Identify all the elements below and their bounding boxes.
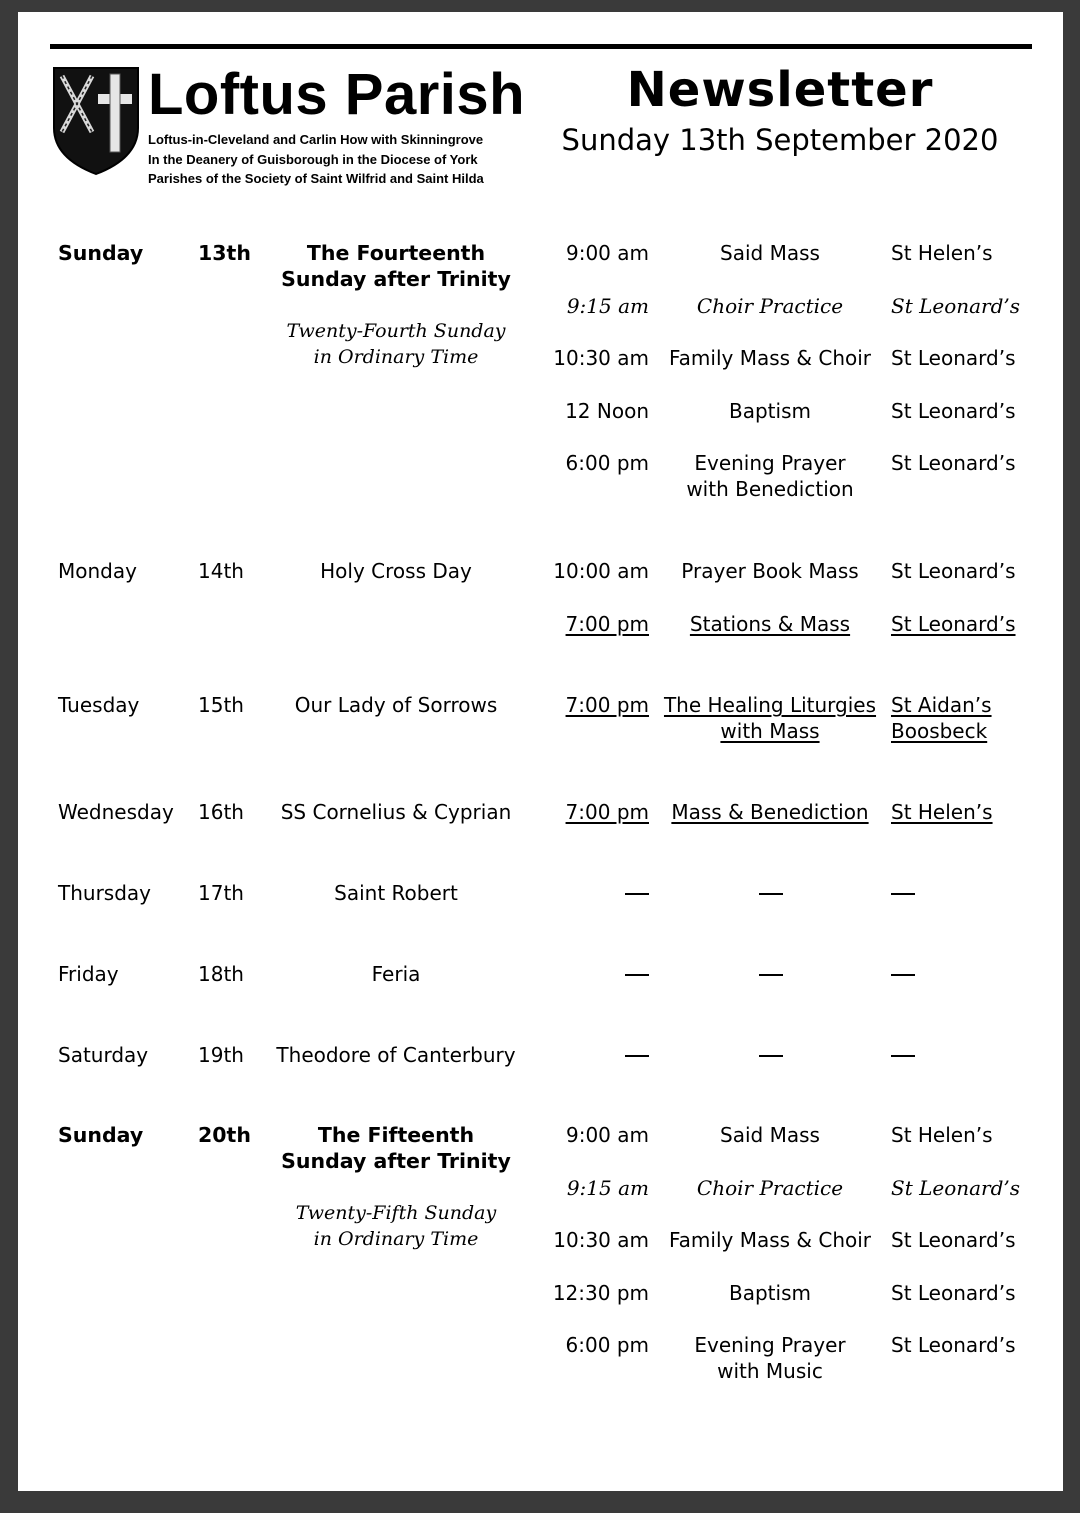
text-line: The Fourteenth — [306, 241, 486, 265]
service-location — [891, 799, 1031, 825]
service-event-line — [663, 611, 877, 637]
empty-dash — [625, 974, 649, 976]
day-date: 19th — [198, 1043, 244, 1067]
service-entry — [18, 799, 1063, 853]
service-entry — [18, 692, 1063, 746]
service-location — [891, 240, 1031, 266]
service-event-text: Baptism — [729, 1280, 811, 1305]
text-line: The Fifteenth — [317, 1123, 475, 1147]
service-event-line — [663, 799, 877, 825]
newsletter-page — [18, 12, 1063, 1491]
service-entry — [18, 558, 1063, 612]
service-location-line — [891, 611, 1031, 637]
service-time — [529, 692, 649, 718]
service-event-text: Choir Practice — [696, 1175, 844, 1200]
service-location-line — [891, 718, 1031, 744]
empty-dash — [625, 893, 649, 895]
parish-brand — [148, 64, 525, 189]
service-time-text: 6:00 pm — [565, 1333, 649, 1358]
service-event-text: The Healing Liturgies — [663, 693, 877, 717]
parish-title: Loftus Parish — [148, 62, 526, 127]
service-event-line — [663, 398, 877, 424]
service-location — [891, 345, 1031, 371]
empty-dash — [625, 1055, 649, 1057]
newsletter-date: Sunday 13th September 2020 — [561, 123, 999, 157]
day-name: Monday — [58, 559, 137, 583]
empty-dash — [759, 1055, 783, 1057]
service-location-line — [891, 1175, 1031, 1201]
service-location-text: St Leonard’s — [891, 293, 1021, 318]
service-location-line — [891, 1122, 1031, 1148]
service-event-text: Baptism — [729, 398, 811, 423]
service-location — [891, 611, 1031, 637]
service-location-text: St Leonard’s — [891, 1228, 1016, 1253]
service-event-line — [663, 1175, 877, 1201]
subtitle-line: In the Deanery of Guisborough in the Diocese of York — [148, 151, 478, 167]
service-location-text: St Helen’s — [891, 1123, 993, 1147]
text-line: Twenty-Fourth Sunday — [286, 320, 506, 342]
service-event-line — [663, 1358, 877, 1384]
text-line: Feria — [371, 962, 421, 986]
service-time-text: 7:00 pm — [565, 800, 649, 824]
service-time-text: 10:30 am — [553, 346, 649, 371]
text-line: Holy Cross Day — [320, 559, 472, 583]
service-event-line — [663, 1122, 877, 1148]
service-location-line — [891, 450, 1031, 476]
feast-name — [261, 1042, 531, 1068]
service-time-text: 12:30 pm — [552, 1280, 649, 1305]
feast-name — [261, 880, 531, 906]
empty-dash — [759, 893, 783, 895]
feast-name — [261, 961, 531, 987]
day-date: 14th — [198, 559, 244, 583]
empty-dash — [891, 893, 915, 895]
service-location-text: Boosbeck — [891, 719, 988, 743]
service-location-text: St Leonard’s — [891, 559, 1016, 583]
service-time — [529, 398, 649, 424]
feast-title — [261, 961, 531, 987]
day-name: Sunday — [58, 241, 144, 265]
service-time-text: 9:15 am — [566, 293, 649, 318]
service-event-text: with Music — [717, 1359, 823, 1384]
service-event-text: with Mass — [720, 719, 820, 743]
service-event-text: Family Mass & Choir — [668, 1228, 872, 1253]
service-event — [663, 450, 877, 502]
text-line: SS Cornelius & Cyprian — [280, 800, 512, 824]
service-location-text: St Helen’s — [891, 241, 993, 265]
service-time — [529, 1280, 649, 1306]
service-event — [663, 1332, 877, 1384]
service-time-text: 6:00 pm — [565, 451, 649, 476]
service-event-text: with Benediction — [686, 477, 854, 502]
day-date: 13th — [198, 241, 251, 265]
service-event-line — [663, 1227, 877, 1253]
service-time-text: 9:00 am — [565, 1123, 649, 1147]
service-event-line — [663, 1280, 877, 1306]
service-entry — [18, 1280, 1063, 1334]
service-event-text: Family Mass & Choir — [668, 346, 872, 371]
service-location-line — [891, 345, 1031, 371]
service-location-line — [891, 240, 1031, 266]
subtitle-line: Loftus-in-Cleveland and Carlin How with Skinningrove — [148, 132, 484, 147]
service-event-text: Prayer Book Mass — [681, 559, 859, 583]
subtitle-line: Parishes of the Society of Saint Wilfrid and Saint Hilda — [148, 171, 484, 186]
service-event — [663, 1122, 877, 1148]
service-event — [663, 1280, 877, 1306]
service-event — [663, 240, 877, 266]
day-date: 17th — [198, 881, 244, 905]
empty-dash — [759, 974, 783, 976]
service-time — [529, 1175, 649, 1201]
service-event-line — [663, 293, 877, 319]
service-event — [663, 1227, 877, 1253]
day-date: 15th — [198, 693, 244, 717]
service-location-text: St Leonard’s — [891, 398, 1016, 423]
newsletter-title: Newsletter — [626, 62, 934, 118]
service-entry — [18, 1175, 1063, 1229]
day-date: 18th — [198, 962, 244, 986]
service-location-text: St Leonard’s — [891, 1175, 1021, 1200]
service-time — [529, 799, 649, 825]
text-line: Our Lady of Sorrows — [294, 693, 498, 717]
text-line: Saint Robert — [334, 881, 458, 905]
service-entry — [18, 240, 1063, 294]
service-event — [663, 799, 877, 825]
service-entry — [18, 1122, 1063, 1176]
service-location-line — [891, 1280, 1031, 1306]
service-event-line — [663, 345, 877, 371]
service-location-text: St Aidan’s — [891, 693, 992, 717]
service-event-text: Said Mass — [720, 241, 820, 265]
service-location — [891, 450, 1031, 476]
top-rule — [50, 44, 1032, 49]
service-location — [891, 293, 1031, 319]
service-time-text: 10:30 am — [553, 1228, 649, 1253]
service-event — [663, 398, 877, 424]
service-time-text: 10:00 am — [553, 559, 649, 583]
service-time-text: 7:00 pm — [565, 693, 649, 717]
service-time — [529, 240, 649, 266]
service-event — [663, 1175, 877, 1201]
service-time-text: 9:00 am — [565, 241, 649, 265]
day-date: 20th — [198, 1123, 251, 1147]
service-time — [529, 1227, 649, 1253]
service-event-line — [663, 718, 877, 744]
service-event-line — [663, 1332, 877, 1358]
day-name: Saturday — [58, 1043, 149, 1067]
service-event — [663, 293, 877, 319]
feast-title — [261, 880, 531, 906]
service-time — [529, 450, 649, 476]
day-name: Friday — [58, 962, 119, 986]
service-location-text: St Leonard’s — [891, 451, 1016, 476]
service-event-text: Stations & Mass — [689, 611, 851, 636]
service-entry — [18, 450, 1063, 504]
service-event-line — [663, 476, 877, 502]
day-name: Tuesday — [58, 693, 140, 717]
service-event — [663, 558, 877, 584]
text-line: in Ordinary Time — [313, 1228, 479, 1250]
service-location — [891, 1280, 1031, 1306]
service-entry — [18, 293, 1063, 347]
service-location-text: St Leonard’s — [891, 611, 1016, 636]
service-event-text: Evening Prayer — [694, 1333, 846, 1358]
service-location — [891, 558, 1031, 584]
service-location — [891, 1227, 1031, 1253]
service-event-line — [663, 450, 877, 476]
service-time-text: 9:15 am — [566, 1175, 649, 1200]
text-line: Sunday after Trinity — [281, 1149, 511, 1173]
text-line: Theodore of Canterbury — [276, 1043, 516, 1067]
service-event-text: Mass & Benediction — [671, 800, 869, 824]
service-event — [663, 692, 877, 744]
service-location-text: St Leonard’s — [891, 1280, 1016, 1305]
service-location-text: St Helen’s — [891, 800, 993, 824]
service-location-line — [891, 799, 1031, 825]
service-location — [891, 692, 1031, 744]
text-line: Sunday after Trinity — [281, 267, 511, 291]
service-location — [891, 1122, 1031, 1148]
service-event-text: Evening Prayer — [694, 451, 846, 476]
service-location-line — [891, 1227, 1031, 1253]
day-date: 16th — [198, 800, 244, 824]
service-entry — [18, 1227, 1063, 1281]
service-event-line — [663, 558, 877, 584]
service-event — [663, 611, 877, 637]
feast-title — [261, 1042, 531, 1068]
service-location — [891, 398, 1031, 424]
service-event-line — [663, 692, 877, 718]
text-line: Twenty-Fifth Sunday — [295, 1202, 497, 1224]
service-time — [529, 558, 649, 584]
service-time — [529, 1122, 649, 1148]
empty-dash — [891, 1055, 915, 1057]
service-location-line — [891, 1332, 1031, 1358]
service-entry — [18, 345, 1063, 399]
service-entry — [18, 611, 1063, 665]
day-name: Wednesday — [58, 800, 174, 824]
parish-shield-logo — [52, 66, 140, 176]
service-entry — [18, 398, 1063, 452]
service-time — [529, 1332, 649, 1358]
newsletter-heading — [548, 62, 1012, 160]
service-event-text: Said Mass — [720, 1123, 820, 1147]
service-location-line — [891, 558, 1031, 584]
day-name: Sunday — [58, 1123, 144, 1147]
service-event-text: Choir Practice — [696, 293, 844, 318]
service-event — [663, 345, 877, 371]
service-entry — [18, 1332, 1063, 1386]
service-time — [529, 293, 649, 319]
service-location-line — [891, 293, 1031, 319]
service-time-text: 7:00 pm — [565, 611, 649, 636]
service-time — [529, 345, 649, 371]
service-time — [529, 611, 649, 637]
day-name: Thursday — [58, 881, 151, 905]
service-location-text: St Leonard’s — [891, 1333, 1016, 1358]
text-line: in Ordinary Time — [313, 346, 479, 368]
service-location — [891, 1175, 1031, 1201]
service-location-line — [891, 398, 1031, 424]
service-location — [891, 1332, 1031, 1358]
empty-dash — [891, 974, 915, 976]
parish-subtitle — [148, 130, 525, 189]
service-location-line — [891, 692, 1031, 718]
service-event-line — [663, 240, 877, 266]
service-location-text: St Leonard’s — [891, 346, 1016, 371]
service-time-text: 12 Noon — [565, 398, 649, 423]
